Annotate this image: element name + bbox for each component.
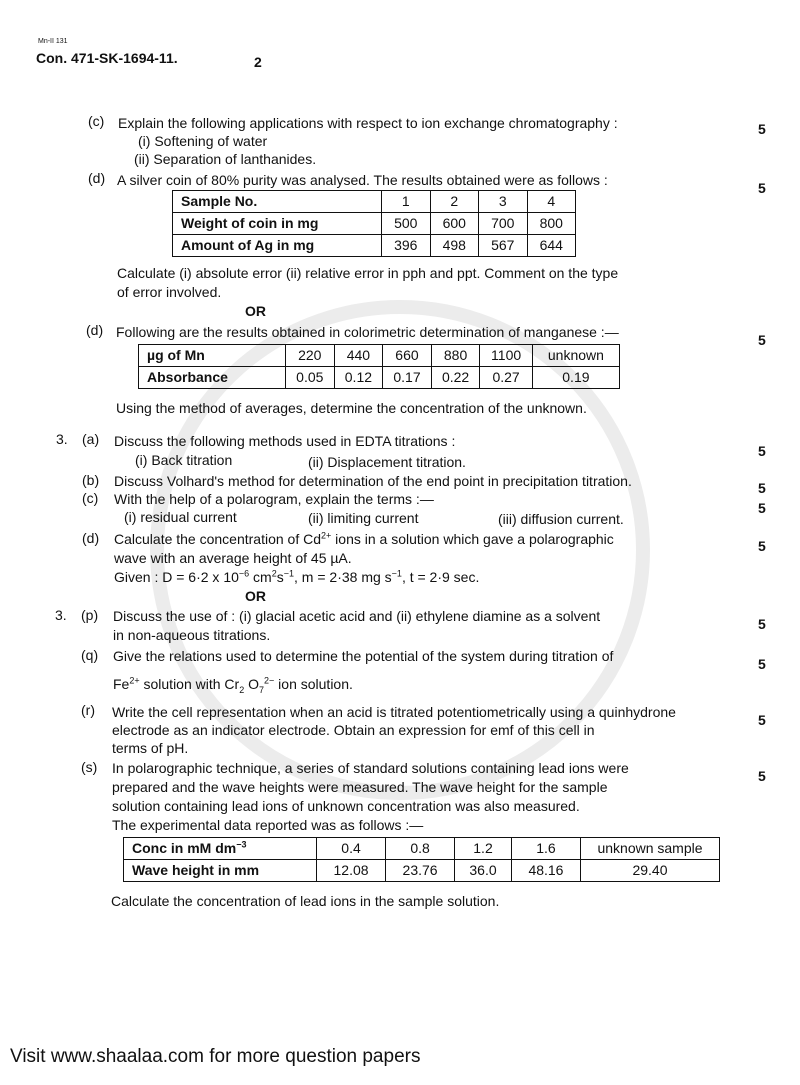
table-cell: 1.6 xyxy=(511,838,580,860)
sub-item: (ii) limiting current xyxy=(308,510,419,526)
q-text: Calculate (i) absolute error (ii) relative error in pph and ppt. Comment on the type xyxy=(117,265,619,281)
table-cell: 1100 xyxy=(480,345,532,367)
table-cell: 600 xyxy=(430,213,479,235)
given-values xyxy=(114,569,479,585)
q-label: (r) xyxy=(81,702,95,718)
text-part: Given : D = 6·2 x 10 xyxy=(114,569,239,585)
table-cell: unknown xyxy=(532,345,619,367)
table-cell: 644 xyxy=(527,235,576,257)
marks: 5 xyxy=(758,500,766,516)
text-part: Conc in mM dm xyxy=(132,840,237,856)
marks: 5 xyxy=(758,332,766,348)
table-cell: 0.05 xyxy=(286,367,335,389)
marks: 5 xyxy=(758,656,766,672)
q-text: Write the cell representation when an acid is titrated potentiometrically using a quinhydrone xyxy=(112,704,676,720)
table-cell: 700 xyxy=(479,213,528,235)
table-cell: 0.22 xyxy=(431,367,480,389)
table-cell: 4 xyxy=(527,191,576,213)
sub-item: (i) Back titration xyxy=(135,452,233,468)
q-text: Discuss the following methods used in EDTA titrations : xyxy=(114,433,456,449)
table-cell: 29.40 xyxy=(581,860,720,882)
q-label: (a) xyxy=(82,431,100,447)
q-text: solution containing lead ions of unknown concentration was also measured. xyxy=(112,798,580,814)
q-text: Explain the following applications with respect to ion exchange chromatography : xyxy=(118,115,618,131)
marks: 5 xyxy=(758,180,766,196)
q-text xyxy=(113,675,353,695)
table-cell: 396 xyxy=(382,235,431,257)
table-cell: 0.12 xyxy=(334,367,383,389)
superscript: 2+ xyxy=(129,675,140,686)
q-text: in non-aqueous titrations. xyxy=(113,627,271,643)
sub-item: (iii) diffusion current. xyxy=(498,511,624,527)
table-cell: 2 xyxy=(430,191,479,213)
q-text: The experimental data reported was as follows :— xyxy=(112,817,424,833)
superscript: −1 xyxy=(283,568,295,579)
text-part: ions in a solution which gave a polarographic xyxy=(331,531,614,547)
marks: 5 xyxy=(758,443,766,459)
q-text: Using the method of averages, determine the concentration of the unknown. xyxy=(116,400,587,416)
subscript: 7 xyxy=(259,684,265,695)
q-label: (p) xyxy=(81,607,99,623)
table-cell: 0.8 xyxy=(386,838,455,860)
q-label: (s) xyxy=(81,759,98,775)
q-number: 3. xyxy=(56,431,68,447)
table-cell: 800 xyxy=(527,213,576,235)
q-text xyxy=(114,531,614,547)
table-cell: 12.08 xyxy=(317,860,386,882)
text-part: Calculate the concentration of Cd xyxy=(114,531,322,547)
table-cell: Wave height in mm xyxy=(124,860,317,882)
superscript: −3 xyxy=(236,839,247,850)
q-text: In polarographic technique, a series of standard solutions containing lead ions were xyxy=(112,760,629,776)
superscript: 2− xyxy=(264,675,275,686)
q-label: (d) xyxy=(88,170,106,186)
table-cell: 3 xyxy=(479,191,528,213)
table-cell: 0.17 xyxy=(383,367,432,389)
text-part: cm xyxy=(249,569,272,585)
marks: 5 xyxy=(758,121,766,137)
table-cell: 567 xyxy=(479,235,528,257)
table-cell: µg of Mn xyxy=(139,345,286,367)
q-text: wave with an average height of 45 µA. xyxy=(114,550,352,566)
q-label: (d) xyxy=(86,322,104,338)
q-text: terms of pH. xyxy=(112,740,189,756)
table-cell: 48.16 xyxy=(511,860,580,882)
q-label: (d) xyxy=(82,530,100,546)
table-cell: unknown sample xyxy=(581,838,720,860)
or-separator: OR xyxy=(245,303,266,319)
q-text: With the help of a polarogram, explain the terms :— xyxy=(114,491,434,507)
marks: 5 xyxy=(758,480,766,496)
q-text: electrode as an indicator electrode. Obtain an expression for emf of this cell in xyxy=(112,722,595,738)
silver-coin-table xyxy=(172,190,576,257)
table-cell: 36.0 xyxy=(455,860,512,882)
table-cell: Weight of coin in mg xyxy=(173,213,382,235)
text-part: , m = 2·38 mg s xyxy=(294,569,392,585)
or-separator: OR xyxy=(245,588,266,604)
q-text: of error involved. xyxy=(117,284,222,300)
superscript: −6 xyxy=(238,568,250,579)
sub-item: (i) residual current xyxy=(124,509,237,525)
q-label: (b) xyxy=(82,472,100,488)
table-cell: 0.27 xyxy=(480,367,532,389)
sub-item: (i) Softening of water xyxy=(138,133,268,149)
table-cell: 440 xyxy=(334,345,383,367)
text-part: ion solution. xyxy=(274,676,353,692)
q-text: prepared and the wave heights were measured. The wave height for the sample xyxy=(112,779,608,795)
q-number: 3. xyxy=(55,607,67,623)
text-part: O xyxy=(244,676,259,692)
q-label: (c) xyxy=(82,490,99,506)
manganese-table xyxy=(138,344,620,389)
page-number: 2 xyxy=(254,54,262,70)
text-part: Fe xyxy=(113,676,130,692)
table-cell: 220 xyxy=(286,345,335,367)
table-cell: 1 xyxy=(382,191,431,213)
q-text: Discuss Volhard's method for determination of the end point in precipitation titration. xyxy=(114,473,632,489)
table-cell: 500 xyxy=(382,213,431,235)
sub-item: (ii) Displacement titration. xyxy=(308,454,466,470)
marks: 5 xyxy=(758,616,766,632)
table-cell: 880 xyxy=(431,345,480,367)
table-cell: 0.4 xyxy=(317,838,386,860)
table-cell: 498 xyxy=(430,235,479,257)
marks: 5 xyxy=(758,768,766,784)
table-cell: Amount of Ag in mg xyxy=(173,235,382,257)
q-label: (q) xyxy=(81,647,99,663)
q-label: (c) xyxy=(88,113,105,129)
text-part: solution with Cr xyxy=(139,676,240,692)
footer-link[interactable]: Visit www.shaalaa.com for more question papers xyxy=(10,1046,421,1067)
text-part: , t = 2·9 sec. xyxy=(401,569,480,585)
q-text: Discuss the use of : (i) glacial acetic acid and (ii) ethylene diamine as a solvent xyxy=(113,608,601,624)
q-text: A silver coin of 80% purity was analysed. The results obtained were as follows : xyxy=(117,172,608,188)
table-cell: Absorbance xyxy=(139,367,286,389)
table-cell: 0.19 xyxy=(532,367,619,389)
table-cell: 1.2 xyxy=(455,838,512,860)
table-cell: Sample No. xyxy=(173,191,382,213)
table-cell: 23.76 xyxy=(386,860,455,882)
marks: 5 xyxy=(758,538,766,554)
superscript: 2 xyxy=(271,568,277,579)
polarography-table xyxy=(123,837,720,882)
sub-item: (ii) Separation of lanthanides. xyxy=(134,151,317,167)
table-cell: 660 xyxy=(383,345,432,367)
text-part: s xyxy=(276,569,284,585)
superscript: 2+ xyxy=(321,530,332,541)
subscript: 2 xyxy=(239,684,245,695)
q-text: Give the relations used to determine the potential of the system during titration of xyxy=(113,648,614,664)
q-text: Following are the results obtained in colorimetric determination of manganese :— xyxy=(116,324,619,340)
doc-code: Mn-II 131 xyxy=(38,38,68,45)
superscript: −1 xyxy=(391,568,402,579)
paper-code: Con. 471-SK-1694-11. xyxy=(36,50,178,66)
q-text: Calculate the concentration of lead ions in the sample solution. xyxy=(111,893,500,909)
table-cell xyxy=(124,838,317,860)
marks: 5 xyxy=(758,712,766,728)
